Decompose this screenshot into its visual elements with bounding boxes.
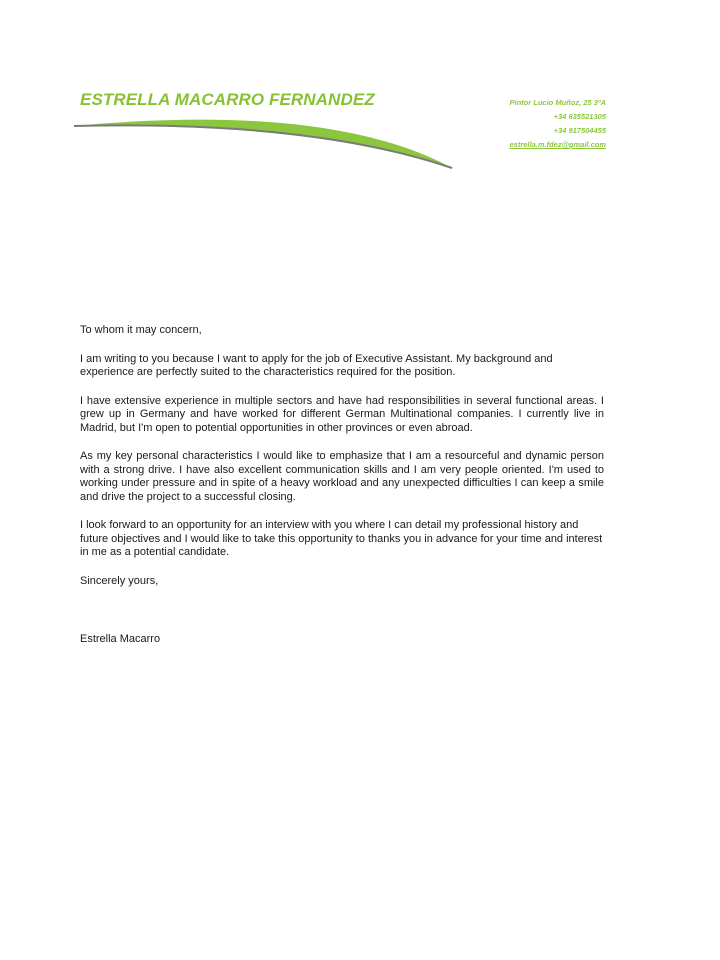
letter-paragraph: I have extensive experience in multiple sectors and have had responsibilities in several functional areas. I grew up in Germany and have worked for different German Multinational companies. I currently live in Madrid, but I'm open to potential opportunities in other provinces or even abroad. [80,394,604,434]
contact-phone-mobile: +34 635521305 [553,112,606,121]
letter-paragraph: I look forward to an opportunity for an interview with you where I can detail my professional history and future objectives and I would like to take this opportunity to thanks you in advance for your time and interest in me as a potential candidate. [80,519,603,558]
letter-paragraph: I am writing to you because I want to apply for the job of Executive Assistant. My background and experience are perfectly suited to the characteristics required for the position. [80,352,553,378]
closing: Sincerely yours, [80,574,159,587]
letter-body [80,324,604,662]
swoosh-green-fill [74,120,452,168]
salutation: To whom it may concern, [80,324,202,336]
contact-phone-landline: +34 917504455 [553,126,606,135]
header-swoosh-decoration [70,110,460,172]
letter-paragraph: As my key personal characteristics I would like to emphasize that I am a resourceful and dynamic person with a strong drive. I have also excellent communication skills and I am very people oriented. I'm used to working under pressure and in spite of a heavy workload and any unexpected difficulties I can keep a smile and drive the project to a successful closing. [80,450,604,503]
contact-block [509,96,606,152]
contact-address: Pintor Lucio Muñoz, 25 3ºA [509,98,606,107]
signature-name: Estrella Macarro [80,633,161,645]
sender-name: ESTRELLA MACARRO FERNANDEZ [80,90,375,109]
contact-email-link[interactable]: estrella.m.fdez@gmail.com [509,140,606,149]
